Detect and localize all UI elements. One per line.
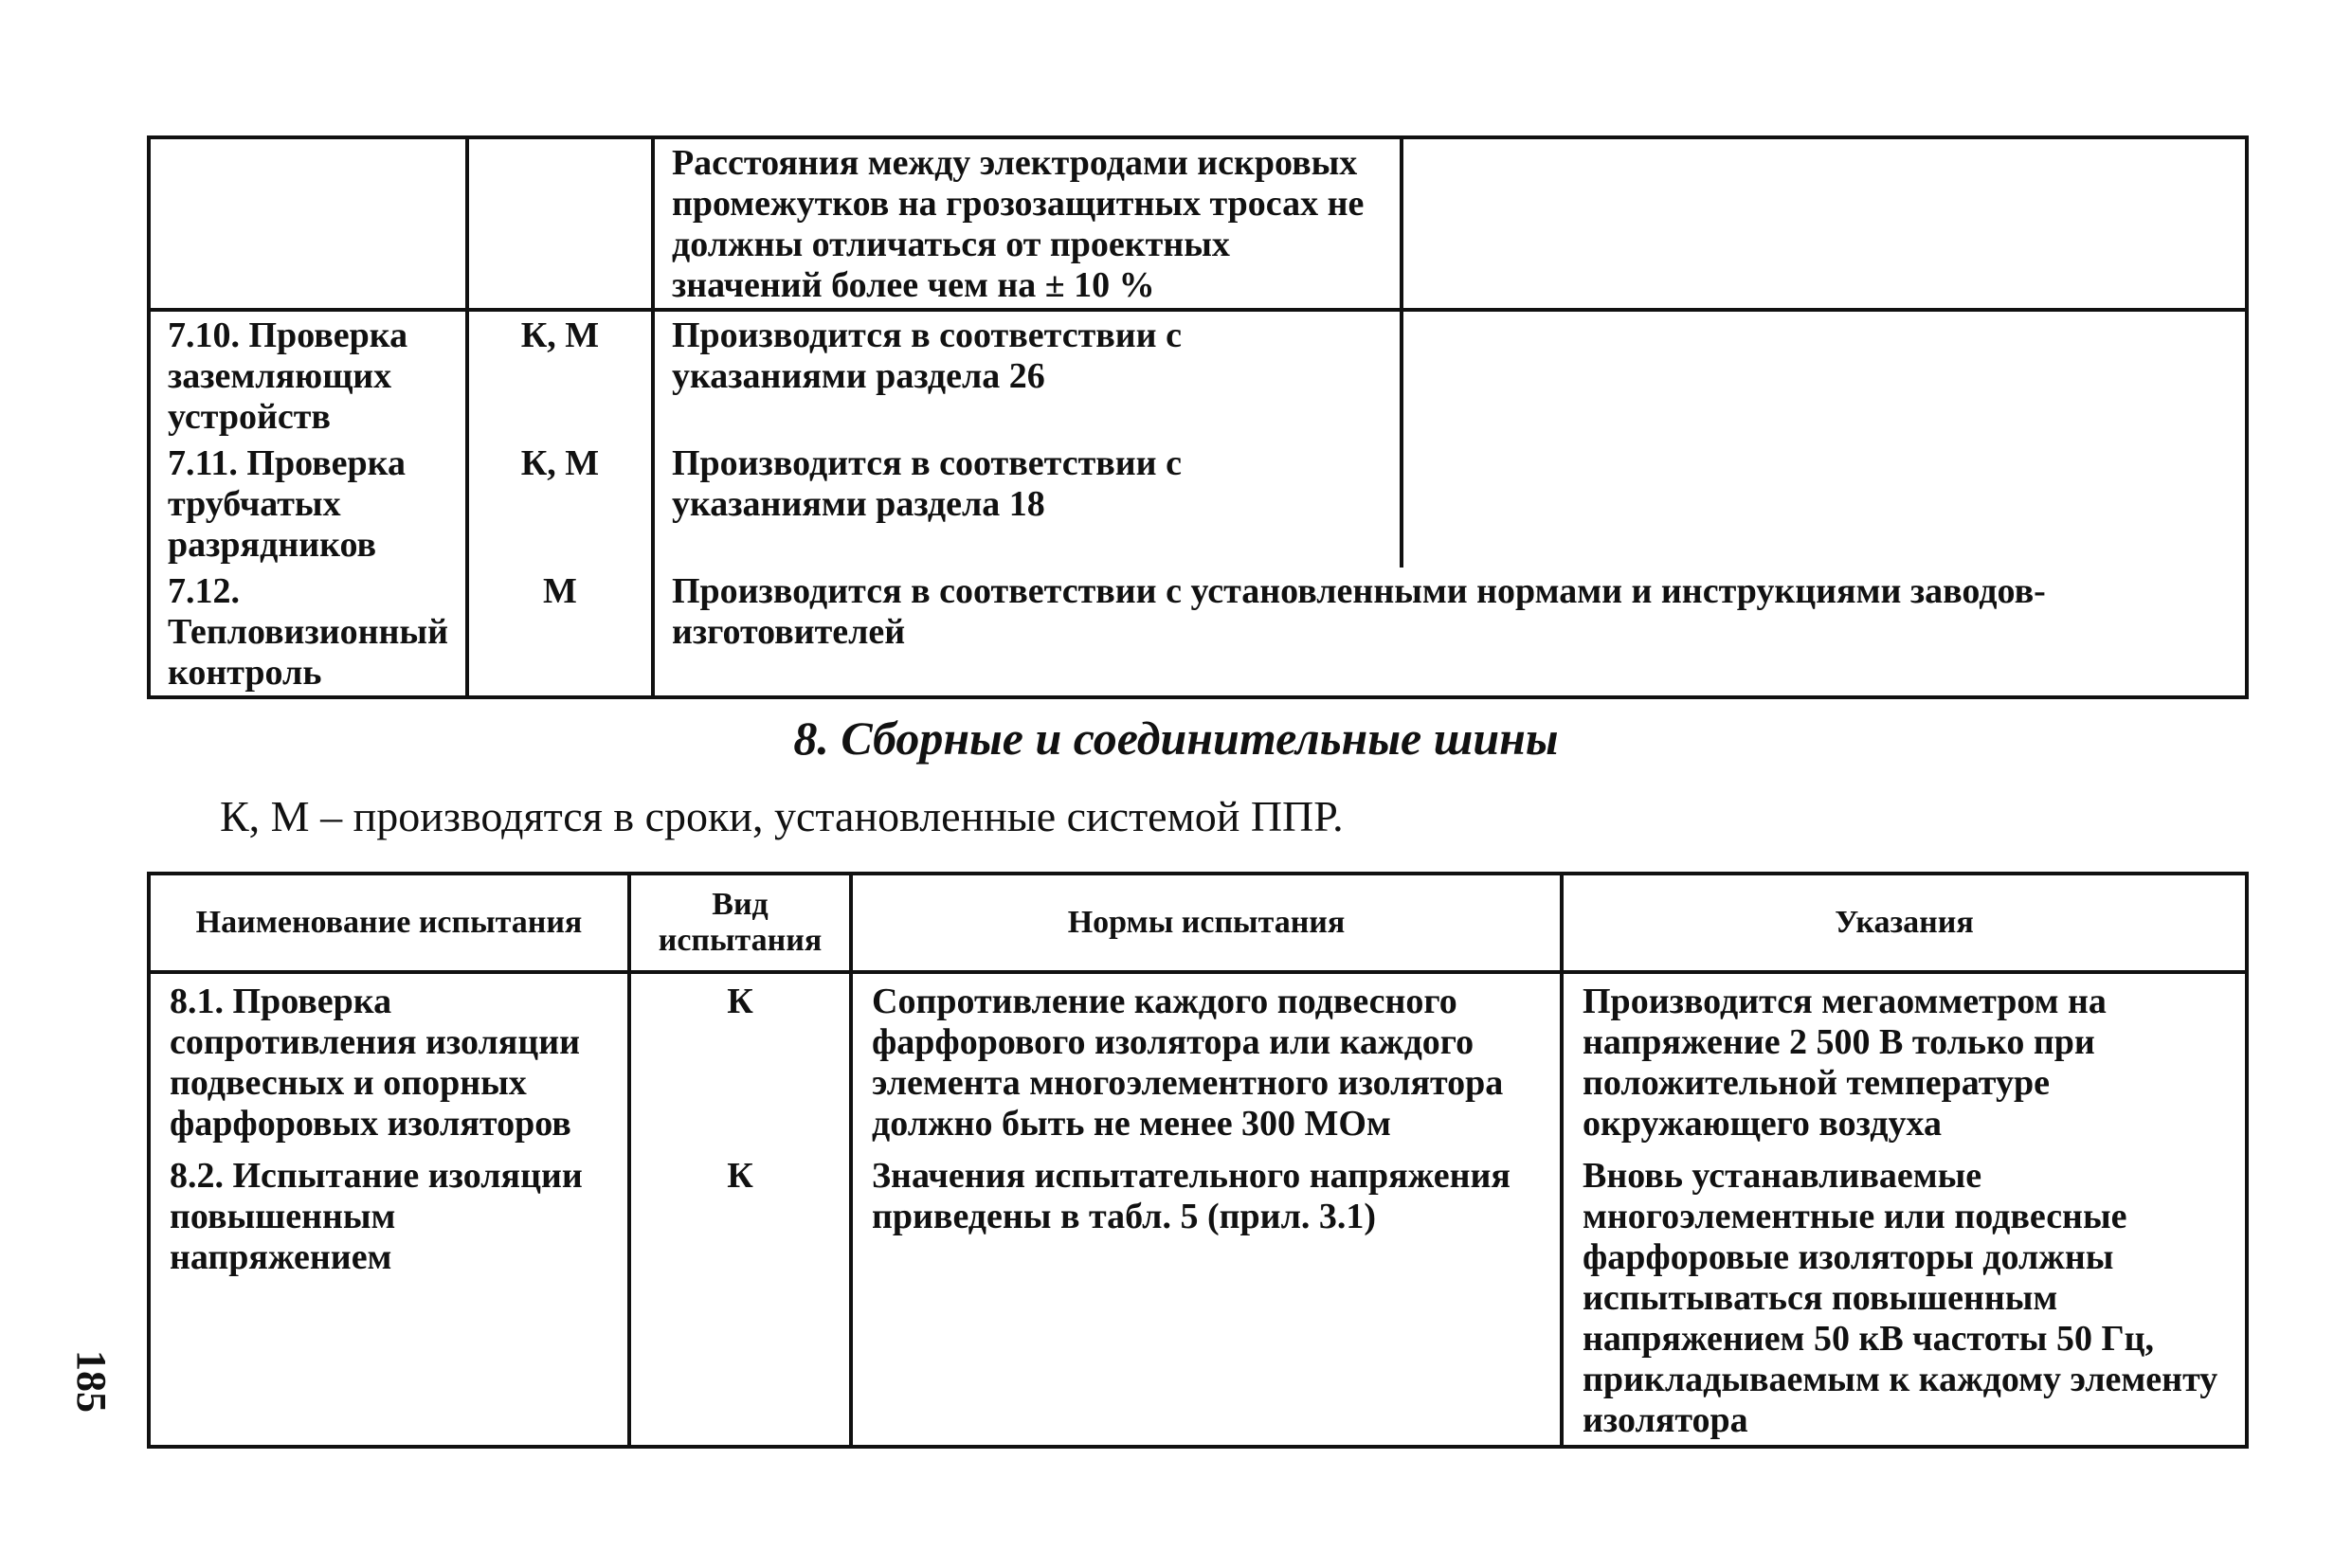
- table-row: [149, 972, 2247, 1148]
- header-name: Наименование испытания: [149, 874, 629, 972]
- cell-kind: К, М: [467, 310, 653, 440]
- cell-kind: [467, 137, 653, 310]
- cell-norms: Значения испытательного напряжения приведены в табл. 5 (прил. 3.1): [851, 1148, 1562, 1447]
- cell-notes: [1402, 310, 2247, 568]
- header-norms: Нормы испытания: [851, 874, 1562, 972]
- header-notes: Указания: [1562, 874, 2247, 972]
- cell-kind: К, М: [467, 440, 653, 568]
- cell-notes: [1402, 137, 2247, 310]
- cell-name: 8.2. Испытание изоляции повышенным напряжением: [149, 1148, 629, 1447]
- table-row: [149, 1148, 2247, 1447]
- table-row: [149, 137, 2247, 310]
- cell-name: 7.10. Проверка заземляющих устройств: [149, 310, 467, 440]
- table-section-8: [147, 872, 2249, 1449]
- cell-norms: Сопротивление каждого подвесного фарфорового изолятора или каждого элемента многоэлементного изолятора должно быть не менее 300 МОм: [851, 972, 1562, 1148]
- table-row: [149, 568, 2247, 697]
- cell-norms: Производится в соответствии с указаниями раздела 18: [653, 440, 1402, 568]
- header-kind: Вид испытания: [629, 874, 851, 972]
- cell-notes: Вновь устанавливаемые многоэлементные или подвесные фарфоровые изоляторы должны испытываться повышенным напряжением 50 кВ частоты 50 Гц, прикладываемым к каждому элементу изолятора: [1562, 1148, 2247, 1447]
- table-row: [149, 310, 2247, 440]
- page-number: 185: [68, 1350, 115, 1413]
- cell-name: 8.1. Проверка сопротивления изоляции подвесных и опорных фарфоровых изоляторов: [149, 972, 629, 1148]
- cell-kind: К: [629, 972, 851, 1148]
- cell-name: 7.12. Тепловизионный контроль: [149, 568, 467, 697]
- cell-name: 7.11. Проверка трубчатых разрядников: [149, 440, 467, 568]
- cell-kind: М: [467, 568, 653, 697]
- cell-notes: Производится мегаомметром на напряжение 2 500 В только при положительной температуре окружающего воздуха: [1562, 972, 2247, 1148]
- cell-name: [149, 137, 467, 310]
- cell-norms: Производится в соответствии с установленными нормами и инструкциями заводов-изготовителей: [653, 568, 2247, 697]
- cell-norms: Расстояния между электродами искровых промежутков на грозозащитных тросах не должны отличаться от проектных значений более чем на ± 10 %: [653, 137, 1402, 310]
- section-heading: 8. Сборные и соединительные шины: [793, 712, 1559, 765]
- cell-norms: Производится в соответствии с указаниями раздела 26: [653, 310, 1402, 440]
- section-subline: К, М – производятся в сроки, установленные системой ППР.: [220, 792, 1344, 840]
- cell-kind: К: [629, 1148, 851, 1447]
- table-header-row: [149, 874, 2247, 972]
- table-section-7-continued: [147, 135, 2249, 699]
